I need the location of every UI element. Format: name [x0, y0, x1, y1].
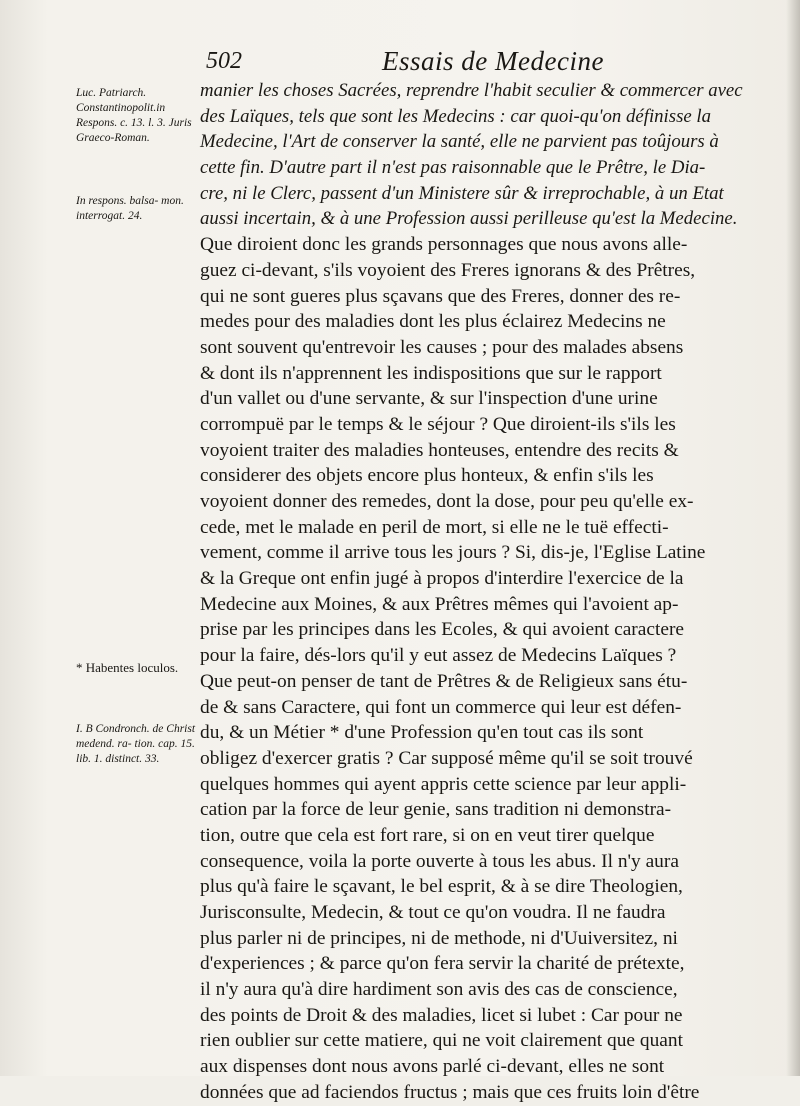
text-line: Que diroient donc les grands personnages que nous avons alle-: [200, 234, 688, 256]
text-line: du, & un Métier * d'une Profession qu'en tout cas ils sont: [200, 722, 644, 744]
text-line: & dont ils n'apprennent les indispositions que sur le rapport: [200, 362, 662, 384]
text-line: Medecine aux Moines, & aux Prêtres mêmes qui l'avoient ap-: [200, 593, 679, 615]
margin-note-condronch: I. B Condronch. de Christ medend. ra- tion. cap. 15. lib. 1. distinct. 33.: [76, 723, 196, 765]
text-line: aux dispenses dont nous avons parlé ci-devant, elles ne sont: [200, 1056, 665, 1078]
text-line: plus qu'à faire le sçavant, le bel esprit, & à se dire Theologien,: [200, 876, 683, 898]
text-line: d'un vallet ou d'une servante, & sur l'inspection d'une urine: [200, 388, 658, 410]
margin-note-habentes-loculos: * Habentes loculos.: [76, 660, 179, 675]
text-line: cette fin. D'autre part il n'est pas raisonnable que le Prêtre, le Dia-: [200, 157, 706, 179]
text-line: corrompuë par le temps & le séjour ? Que diroient-ils s'ils les: [200, 413, 676, 435]
page-number: 502: [206, 48, 242, 74]
text-line: tion, outre que cela est fort rare, si on en veut tirer quelque: [200, 824, 655, 846]
text-line: sont souvent qu'entrevoir les causes ; pour des malades absens: [200, 336, 684, 358]
text-line: & la Greque ont enfin jugé à propos d'interdire l'exercice de la: [200, 568, 684, 590]
text-line: pour la faire, dés-lors qu'il y eut assez de Medecins Laïques ?: [200, 645, 677, 667]
text-line: guez ci-devant, s'ils voyoient des Freres ignorans & des Prêtres,: [200, 259, 696, 281]
text-line: manier les choses Sacrées, reprendre l'habit seculier & commercer avec: [200, 80, 743, 101]
text-line: rien oublier sur cette matiere, qui ne voit clairement que quant: [200, 1030, 683, 1052]
text-line: obligez d'exercer gratis ? Car supposé même qu'il se soit trouvé: [200, 747, 693, 769]
text-line: plus parler ni de principes, ni de methode, ni d'Uuiversitez, ni: [200, 927, 678, 949]
page-edge-shadow: [786, 0, 800, 1076]
text-line: vement, comme il arrive tous les jours ? Si, dis-je, l'Eglise Latine: [200, 542, 706, 564]
text-line: Jurisconsulte, Medecin, & tout ce qu'on voudra. Il ne faudra: [200, 902, 666, 923]
text-line: Medecine, l'Art de conserver la santé, elle ne parvient pas toûjours à: [200, 131, 719, 153]
text-line: des Laïques, tels que sont les Medecins : car quoi-qu'on définisse la: [200, 105, 712, 127]
text-line: qui ne sont gueres plus sçavans que des Freres, donner des re-: [200, 285, 681, 307]
text-line: quelques hommes qui ayent appris cette science par leur appli-: [200, 773, 687, 795]
margin-note-luc-patriarch: Luc. Patriarch. Constantinopolit.in Respons. c. 13. l. 3. Juris Graeco-Roman.: [76, 87, 192, 144]
running-title: Essais de Medecine: [382, 46, 604, 76]
text-line: cre, ni le Clerc, passent d'un Ministere sûr & irreprochable, à un Etat: [200, 182, 724, 204]
text-line: voyoient traiter des maladies honteuses, entendre des recits &: [200, 439, 679, 461]
text-line: medes pour des maladies dont les plus éclairez Medecins ne: [200, 311, 666, 333]
text-line: de & sans Caractere, qui font un commerce qui leur est défen-: [200, 696, 682, 718]
text-line: données que ad faciendos fructus ; mais que ces fruits loin d'être: [200, 1081, 700, 1103]
text-line: aussi incertain, & à une Profession aussi perilleuse qu'est la Medecine.: [200, 208, 738, 230]
margin-note-balsamon: In respons. balsa- mon. interrogat. 24.: [76, 195, 184, 222]
body-text: [200, 78, 768, 1106]
text-line: des points de Droit & des maladies, licet si lubet : Car pour ne: [200, 1004, 683, 1026]
text-line: cation par la force de leur genie, sans tradition ni demonstra-: [200, 799, 672, 821]
text-line: considerer des objets encore plus honteux, & enfin s'ils les: [200, 465, 654, 487]
text-line: consequence, voila la porte ouverte à tous les abus. Il n'y aura: [200, 850, 679, 872]
text-line: prise par les principes dans les Ecoles, & qui avoient caractere: [200, 619, 685, 641]
text-line: il n'y aura qu'à dire hardiment son avis des cas de conscience,: [200, 979, 678, 1001]
page-header: [200, 44, 760, 78]
text-line: Que peut-on penser de tant de Prêtres & de Religieux sans étu-: [200, 670, 688, 692]
text-line: cede, met le malade en peril de mort, si elle ne le tuë effecti-: [200, 516, 669, 538]
text-line: voyoient donner des remedes, dont la dose, pour peu qu'elle ex-: [200, 491, 694, 512]
text-line: d'experiences ; & parce qu'on fera servir la charité de prétexte,: [200, 953, 685, 975]
